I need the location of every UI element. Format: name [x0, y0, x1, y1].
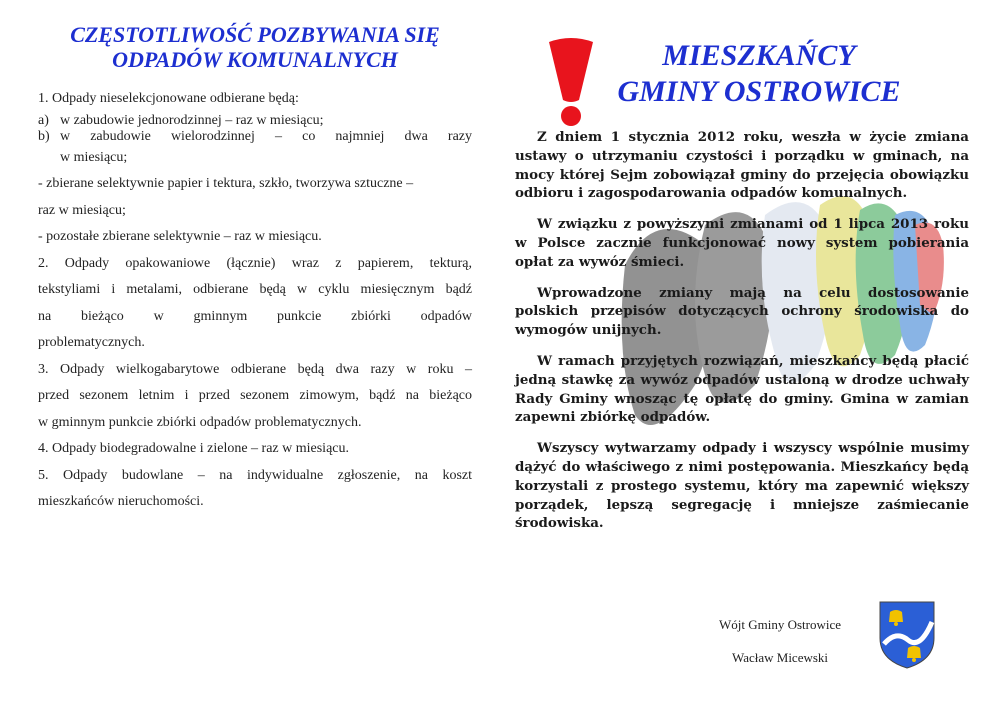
list-item-continuation: w gminnym punkcie zbiórki odpadów problematycznych.: [38, 414, 362, 430]
list-item-continuation: mieszkańców nieruchomości.: [38, 494, 204, 509]
list-item: [38, 129, 472, 145]
paragraph: Wprowadzone zmiany mają na celu dostosowanie polskich przepisów dotyczących ochrony środowiska do wymogów unijnych.: [515, 284, 969, 339]
list-marker: a): [38, 112, 49, 128]
list-item-continuation: w miesiącu;: [60, 149, 128, 165]
list-item: - zbierane selektywnie papier i tektura, szkło, tworzywa sztuczne –: [38, 176, 414, 191]
paragraph: Z dniem 1 stycznia 2012 roku, weszła w życie zmiana ustawy o utrzymaniu czystości i porządku w gminach, na mocy której Sejm zobowiązał gminy do przejęcia obowiązku odbioru i zagospodarowania odpadów komunalnych.: [515, 129, 969, 202]
list-item: - pozostałe zbierane selektywnie – raz w miesiącu.: [38, 229, 322, 244]
list-item-continuation: na bieżąco w gminnym punkcie zbiórki odpadów: [38, 308, 472, 324]
list-item-continuation: raz w miesiącu;: [38, 202, 126, 218]
paragraph: Wszyscy wytwarzamy odpady i wszyscy wspólnie musimy dążyć do właściwego z nimi postępowania. Mieszkańcy będą korzystali z prostego systemu, który ma zapewnić większy porządek, lepszą segregację i mniejsze zaśmiecanie środowiska.: [515, 440, 969, 532]
left-title-line1: CZĘSTOTLIWOŚĆ POZBYWANIA SIĘ: [70, 22, 440, 47]
list-item: 4. Odpady biodegradowalne i zielone – raz w miesiącu.: [38, 441, 350, 456]
right-title-line1: MIESZKAŃCY: [662, 39, 856, 72]
collection-frequency-list: [38, 86, 472, 516]
signature-block: [700, 608, 860, 674]
paragraph: W związku z powyższymi zmianami od 1 lipca 2013 roku w Polsce zacznie funkcjonować nowy system pobierania opłat za wywóz śmieci.: [515, 216, 969, 270]
right-title: [596, 38, 922, 110]
left-title-line2: ODPADÓW KOMUNALNYCH: [112, 47, 398, 72]
signer-role: Wójt Gminy Ostrowice: [718, 617, 842, 632]
list-marker: b): [38, 128, 50, 144]
list-item-text: w zabudowie wielorodzinnej – co najmniej dwa razy: [60, 128, 472, 144]
announcement-body: [515, 128, 969, 545]
right-title-line2: GMINY OSTROWICE: [617, 75, 901, 108]
left-title: [38, 22, 472, 72]
signer-name: Wacław Micewski: [731, 650, 829, 665]
list-item-continuation: tekstyliami i metalami, odbierane będą w cyklu miesięcznym bądź: [38, 282, 472, 297]
list-item: [38, 113, 472, 129]
paragraph: W ramach przyjętych rozwiązań, mieszkańcy będą płacić jedną stawkę za wywóz odpadów ustaloną w drodze uchwały Rady Gminy wnosząc tę opłatę do gminy. Gmina w zamian zapewni zbiórkę odpadów.: [515, 352, 969, 426]
exclamation-icon: [545, 36, 597, 128]
list-item: 2. Odpady opakowaniowe (łącznie) wraz z papierem, tekturą,: [38, 255, 472, 271]
list-item: 5. Odpady budowlane – na indywidualne zgłoszenie, na koszt: [38, 467, 472, 483]
coat-of-arms-icon: [878, 600, 936, 670]
list-item: 1. Odpady nieselekcjonowane odbierane będą:: [38, 91, 299, 106]
list-item-continuation: przed sezonem letnim i przed sezonem zimowym, bądź na bieżąco: [38, 388, 472, 403]
list-item-text: w zabudowie jednorodzinnej – raz w miesiącu;: [60, 112, 324, 128]
list-item: 3. Odpady wielkogabarytowe odbierane będą dwa razy w roku –: [38, 361, 472, 377]
list-item-continuation: problematycznych.: [38, 335, 145, 350]
left-panel: [38, 22, 472, 516]
